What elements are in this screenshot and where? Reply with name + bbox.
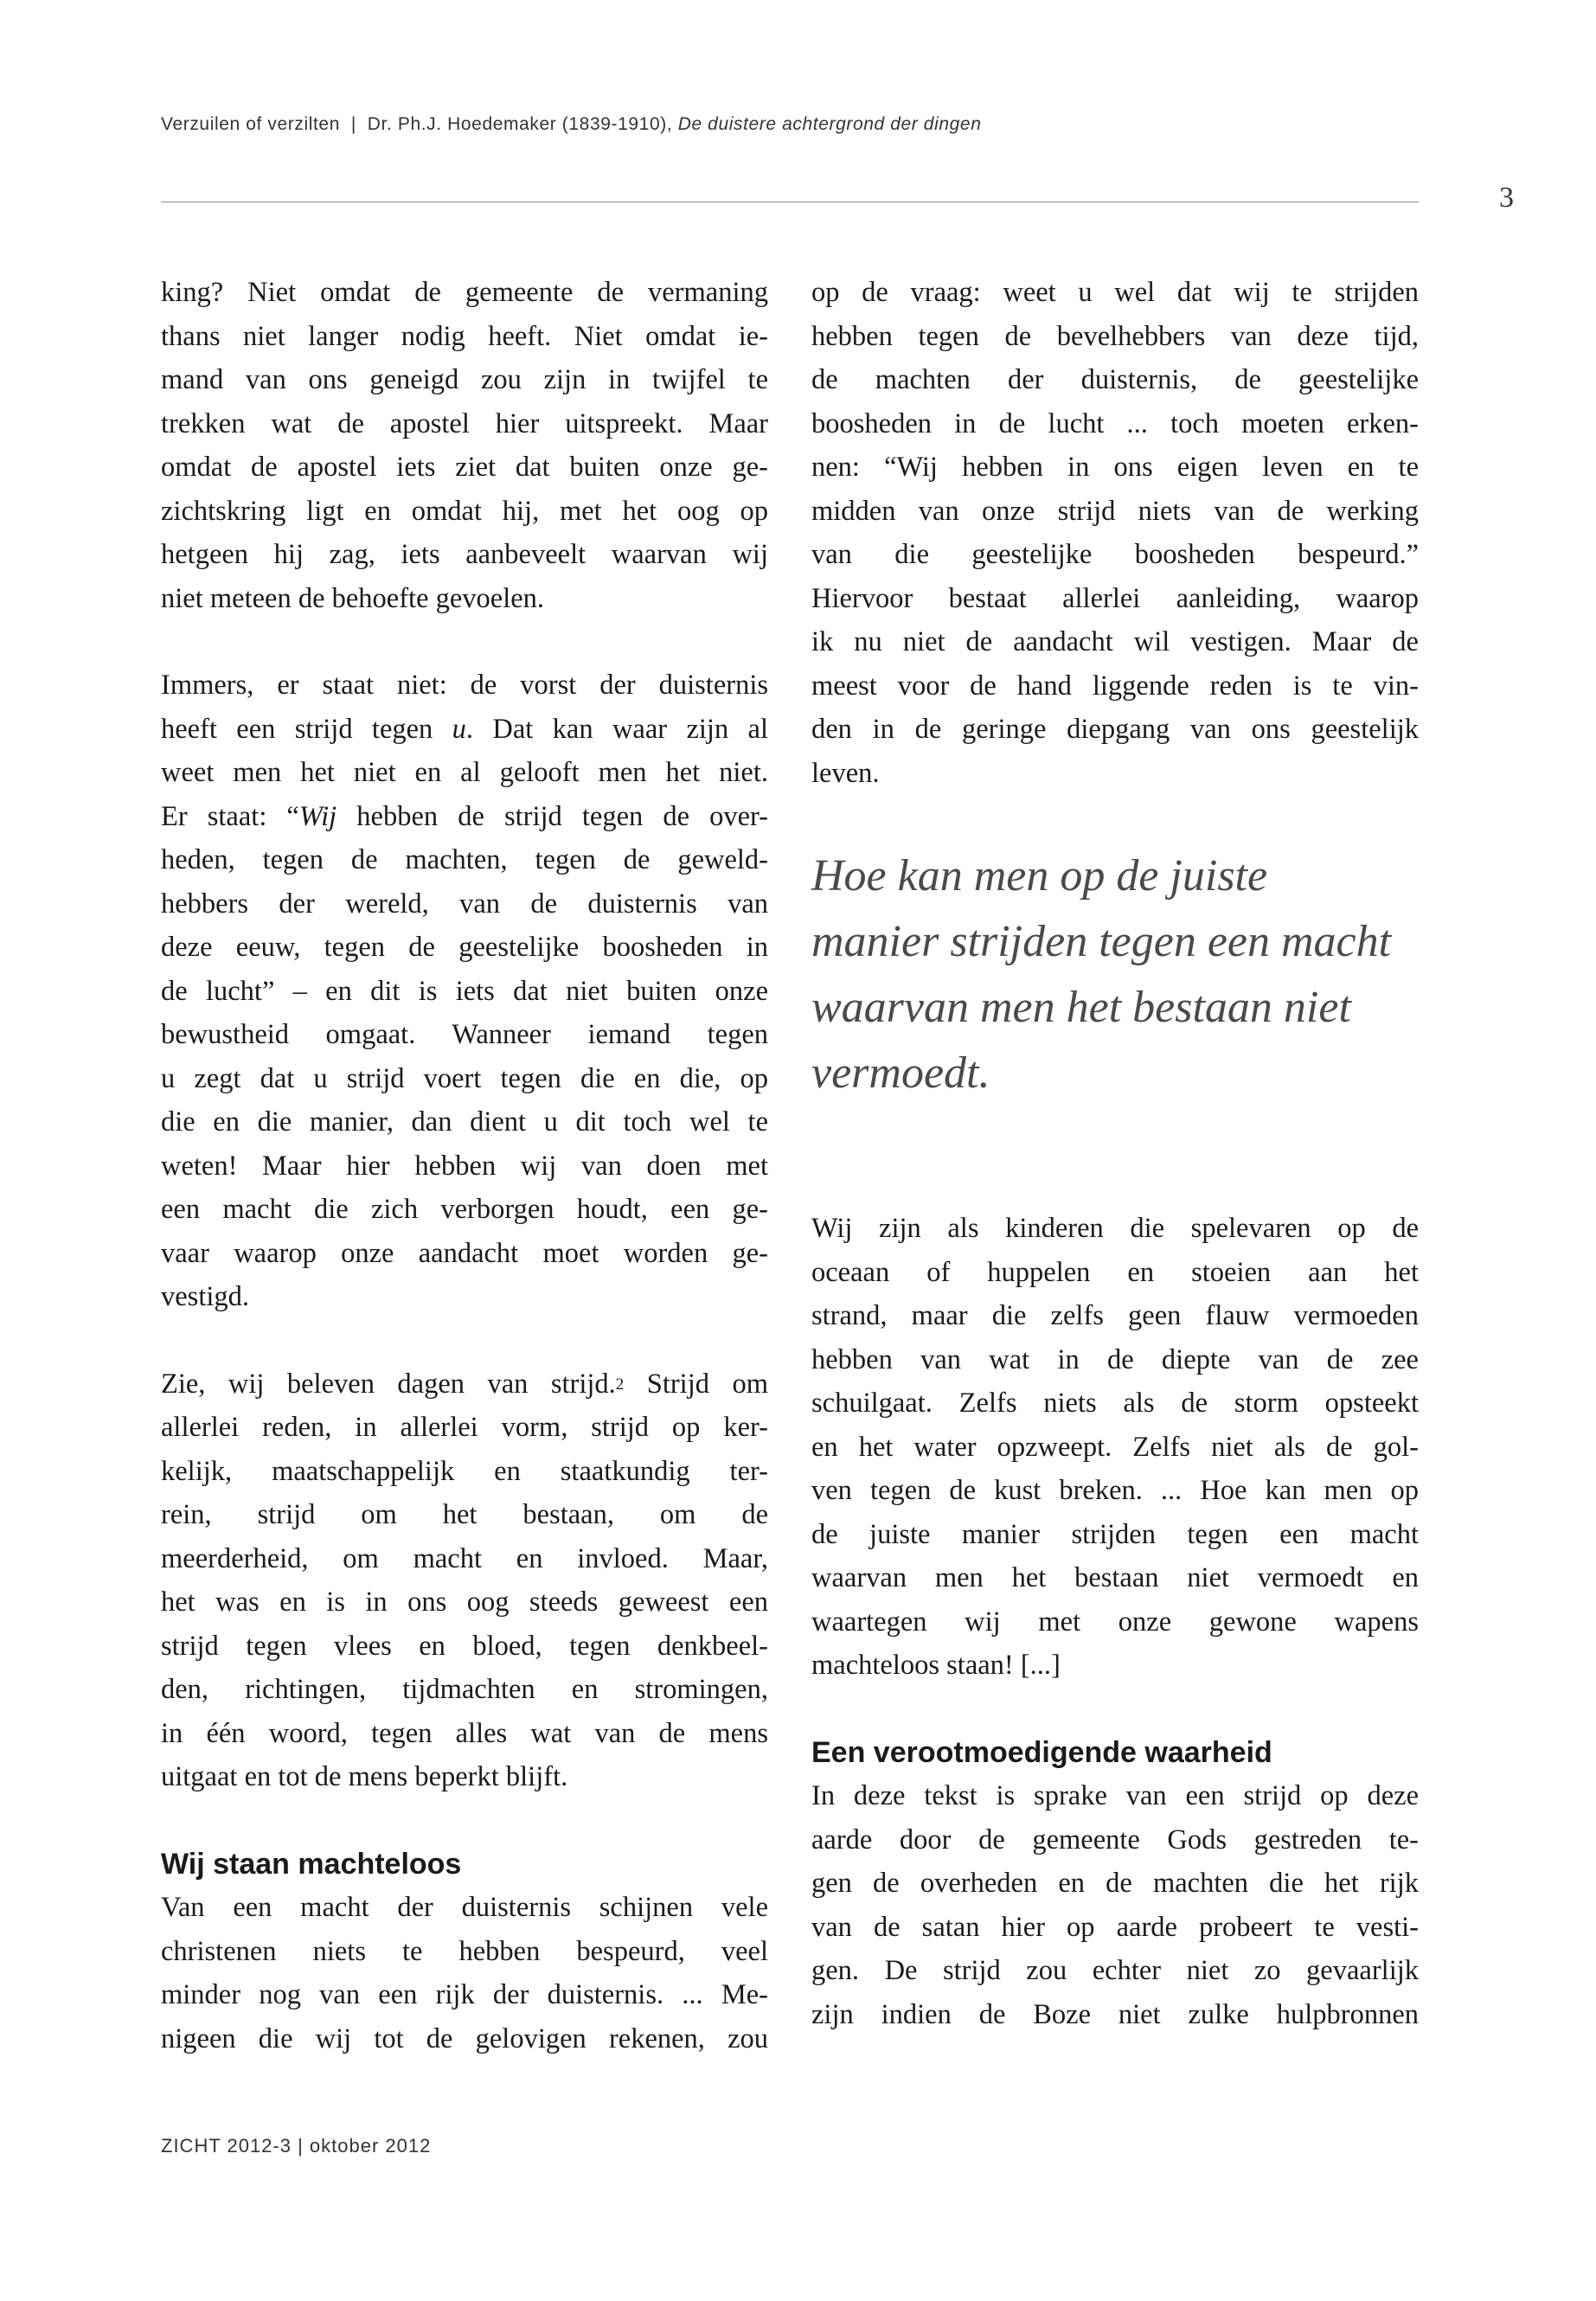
text-line: In deze tekst is sprake van een strijd op deze (811, 1780, 1419, 1811)
text-line: zichtskring ligt en omdat hij, met het oog op (161, 495, 768, 527)
text-run: . Dat kan waar zijn al (465, 713, 768, 745)
text-line: christenen niets te hebben bespeurd, veel (161, 1935, 768, 1967)
text-line: die en die manier, dan dient u dit toch wel te (161, 1106, 768, 1138)
text-line: den, richtingen, tijdmachten en stromingen, (161, 1674, 768, 1705)
text-line: Immers, er staat niet: de vorst der duisternis (161, 670, 768, 701)
pull-quote-line: manier strijden tegen een macht (811, 917, 1392, 966)
text-line: gen. De strijd zou echter niet zo gevaarlijk (811, 1955, 1419, 1986)
text-line: zijn indien de Boze niet zulke hulpbronnen (811, 1998, 1419, 2030)
paragraph (161, 1362, 768, 1799)
text-line: omdat de apostel iets ziet dat buiten onze ge- (161, 452, 768, 483)
text-line (161, 708, 768, 752)
text-line: machteloos staan! [...] (811, 1650, 1061, 1681)
text-run: Zie, wij beleven dagen van strijd. (161, 1368, 616, 1400)
left-column (161, 271, 768, 2061)
section-heading: Wij staan machteloos (161, 1847, 462, 1881)
text-run: Strijd om (624, 1368, 768, 1400)
text-line: Hiervoor bestaat allerlei aanleiding, waarop (811, 582, 1419, 614)
paragraph (161, 1886, 768, 2061)
text-line: mand van ons geneigd zou zijn in twijfel te (161, 364, 768, 395)
text-line: allerlei reden, in allerlei vorm, strijd op ker- (161, 1412, 768, 1443)
paragraph (811, 1207, 1419, 1688)
paragraph (161, 271, 768, 620)
text-line: strijd tegen vlees en bloed, tegen denkbeel- (161, 1630, 768, 1662)
text-line: Van een macht der duisternis schijnen vele (161, 1892, 768, 1923)
header-title: De duistere achtergrond der dingen (677, 114, 982, 134)
text-line: Wij zijn als kinderen die spelevaren op de (811, 1213, 1419, 1244)
text-line: een macht die zich verborgen houdt, een ge- (161, 1194, 768, 1225)
text-line: hebbers der wereld, van de duisternis van (161, 888, 768, 920)
text-line: in één woord, tegen alles wat van de mens (161, 1717, 768, 1749)
text-line: nen: “Wij hebben in ons eigen leven en te (811, 452, 1419, 483)
text-line: den in de geringe diepgang van ons geestelijk (811, 714, 1419, 745)
text-line: rein, strijd om het bestaan, om de (161, 1499, 768, 1530)
footnote-reference[interactable]: 2 (615, 1375, 625, 1394)
text-line: u zegt dat u strijd voert tegen die en die, op (161, 1062, 768, 1094)
right-column (811, 271, 1419, 2036)
pull-quote-line: waarvan men het bestaan niet (811, 983, 1351, 1032)
text-line: trekken wat de apostel hier uitspreekt. Maar (161, 407, 768, 439)
text-line: strand, maar die zelfs geen flauw vermoeden (811, 1300, 1419, 1331)
text-line: hebben van wat in de diepte van de zee (811, 1343, 1419, 1375)
text-line (161, 1362, 768, 1407)
text-line: deze eeuw, tegen de geestelijke boosheden in (161, 932, 768, 963)
text-run: heeft een strijd tegen (161, 713, 452, 745)
text-line: bewustheid omgaat. Wanneer iemand tegen (161, 1019, 768, 1050)
text-line: weten! Maar hier hebben wij van doen met (161, 1150, 768, 1182)
text-line: heden, tegen de machten, tegen de geweld- (161, 844, 768, 875)
text-line: minder nog van een rijk der duisternis. ... Me- (161, 1979, 768, 2010)
text-line: ven tegen de kust breken. ... Hoe kan men op (811, 1475, 1419, 1506)
text-line: de lucht” – en dit is iets dat niet buiten onze (161, 975, 768, 1007)
text-line: meerderheid, om macht en invloed. Maar, (161, 1542, 768, 1574)
text-line: nigeen die wij tot de gelovigen rekenen, zou (161, 2022, 768, 2054)
text-run: hebben de strijd tegen de over- (337, 800, 769, 832)
text-line: midden van onze strijd niets van de werking (811, 495, 1419, 527)
text-line: meest voor de hand liggende reden is te vin- (811, 670, 1419, 702)
text-line: boosheden in de lucht ... toch moeten erken- (811, 407, 1419, 439)
header-author: Dr. Ph.J. Hoedemaker (1839-1910), (367, 114, 673, 134)
paragraph (161, 663, 768, 1319)
text-line: gen de overheden en de machten die het rijk (811, 1868, 1419, 1899)
running-head (161, 114, 981, 135)
text-line: het was en is in ons oog steeds geweest een (161, 1586, 768, 1618)
text-line: niet meteen de behoefte gevoelen. (161, 582, 545, 614)
text-line: kelijk, maatschappelijk en staatkundig ter- (161, 1455, 768, 1487)
text-run: Er staat: “ (161, 800, 299, 832)
text-line: weet men het niet en al gelooft men het niet. (161, 757, 768, 788)
text-line: van de satan hier op aarde probeert te vesti- (811, 1911, 1419, 1943)
text-line: vestigd. (161, 1281, 250, 1312)
text-line: waarvan men het bestaan niet vermoedt en (811, 1562, 1419, 1593)
text-line: ik nu niet de aandacht wil vestigen. Maar de (811, 626, 1419, 657)
text-line: en het water opzweept. Zelfs niet als de gol- (811, 1431, 1419, 1463)
header-series: Verzuilen of verzilten (161, 114, 340, 134)
text-line: op de vraag: weet u wel dat wij te strijden (811, 277, 1419, 308)
paragraph (811, 1774, 1419, 2036)
footer: ZICHT 2012-3 | oktober 2012 (161, 2135, 432, 2157)
text-line: van die geestelijke boosheden bespeurd.” (811, 539, 1419, 570)
text-line (161, 795, 768, 839)
pull-quote-line: Hoe kan men op de juiste (811, 851, 1268, 901)
text-line: uitgaat en tot de mens beperkt blijft. (161, 1761, 568, 1792)
text-line: schuilgaat. Zelfs niets als de storm opsteekt (811, 1388, 1419, 1419)
text-line: leven. (811, 757, 880, 789)
text-line: oceaan of huppelen en stoeien aan het (811, 1256, 1419, 1288)
emphasis: Wij (298, 800, 337, 832)
pull-quote (811, 843, 1419, 1106)
pull-quote-line: vermoedt. (811, 1048, 990, 1098)
emphasis: u (452, 713, 466, 745)
header-separator: | (350, 114, 356, 134)
text-line: waartegen wij met onze gewone wapens (811, 1606, 1419, 1638)
text-line: king? Niet omdat de gemeente de vermaning (161, 277, 768, 308)
page-number: 3 (1499, 182, 1514, 214)
text-line: hebben tegen de bevelhebbers van deze tijd, (811, 320, 1419, 352)
text-line: hetgeen hij zag, iets aanbeveelt waarvan wij (161, 539, 768, 570)
text-line: de juiste manier strijden tegen een macht (811, 1518, 1419, 1550)
paragraph (811, 271, 1419, 795)
text-line: thans niet langer nodig heeft. Niet omdat ie- (161, 320, 768, 352)
text-line: aarde door de gemeente Gods gestreden te- (811, 1823, 1419, 1856)
text-line: de machten der duisternis, de geestelijke (811, 364, 1419, 395)
text-line: vaar waarop onze aandacht moet worden ge- (161, 1237, 768, 1269)
section-heading: Een verootmoedigende waarheid (811, 1735, 1272, 1769)
